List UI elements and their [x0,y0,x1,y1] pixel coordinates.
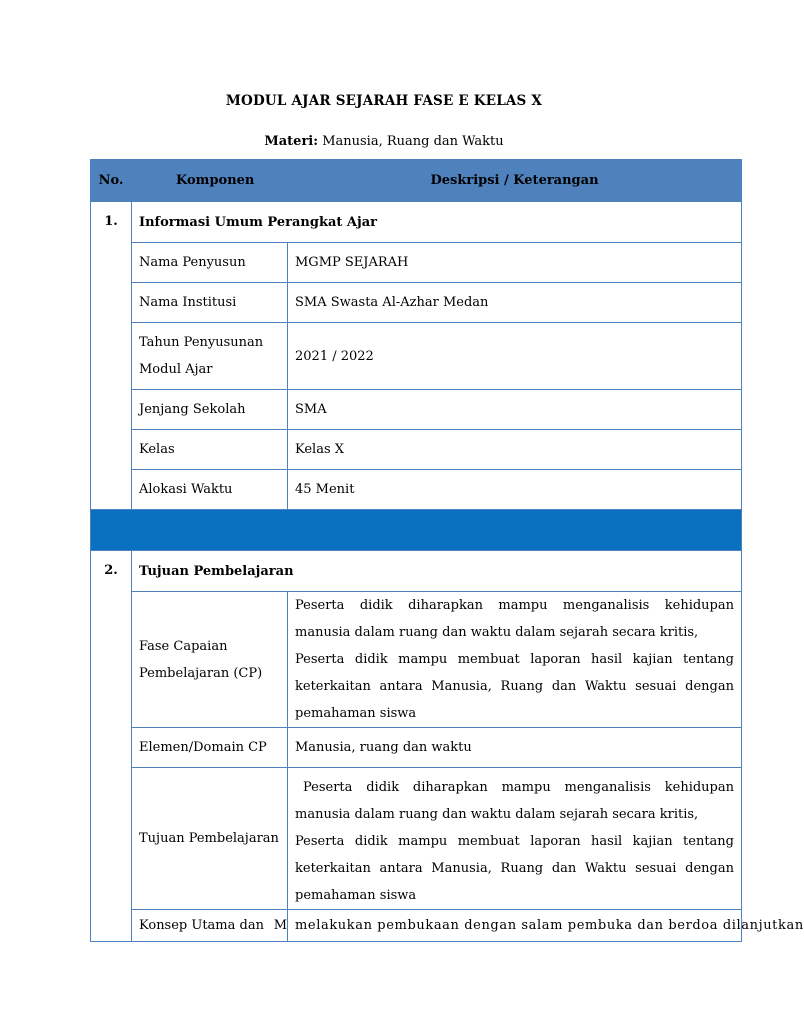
row-value: MGMP SEJARAH [288,243,742,283]
row-label: Nama Institusi [132,283,288,323]
row-value: 2021 / 2022 [288,323,742,390]
table-row [91,768,742,910]
row-value: Manusia, ruang dan waktu [288,728,742,768]
section-2-number: 2. [91,551,132,942]
cp-text-1: Peserta didik diharapkan mampu menganalisis kehidupan manusia dalam ruang dan waktu dalam sejarah secara kritis, [295,598,734,640]
section-2-title: Tujuan Pembelajaran [132,551,742,592]
table-row [91,592,742,728]
table-row [91,243,742,283]
konsep-label: Konsep Utama dan [139,918,264,933]
row-label: Fase Capaian Pembelajaran (CP) [132,592,288,728]
row-label: Tujuan Pembelajaran [132,768,288,910]
row-label: Jenjang Sekolah [132,390,288,430]
module-table [90,159,804,942]
section-1-title: Informasi Umum Perangkat Ajar [132,202,742,243]
table-row [91,728,742,768]
section-separator-bar [91,510,742,551]
table-row [91,323,742,390]
row-value: SMA Swasta Al-Azhar Medan [288,283,742,323]
table-row [91,283,742,323]
row-value [288,768,742,910]
row-label: Alokasi Waktu [132,470,288,510]
table-header-row [91,160,742,202]
row-label: Elemen/Domain CP [132,728,288,768]
row-label [132,910,288,942]
row-value: 45 Menit [288,470,742,510]
tp-text-2: Peserta didik mampu membuat laporan hasil kajian tentang keterkaitan antara Manusia, Ruang dan Waktu sesuai dengan pemahaman siswa [295,834,734,903]
materi-line [0,134,768,149]
section-2-title-row [91,551,742,592]
row-value [288,592,742,728]
row-label: Tahun Penyusunan Modul Ajar [132,323,288,390]
header-deskripsi: Deskripsi / Keterangan [288,160,742,202]
table-row [91,430,742,470]
table-row [91,910,742,942]
row-label: Nama Penyusun [132,243,288,283]
row-value: melakukan pembukaan dengan salam pembuka dan berdoa dilanjutkan [288,910,742,942]
header-komponen: Komponen [132,160,288,202]
document-title: MODUL AJAR SEJARAH FASE E KELAS X [225,93,543,109]
row-value: Kelas X [288,430,742,470]
section-1-title-row [91,202,742,243]
row-value: SMA [288,390,742,430]
header-no: No. [91,160,132,202]
tp-text-1: Peserta didik diharapkan mampu menganalisis kehidupan manusia dalam ruang dan waktu dalam sejarah secara kritis, [295,780,734,822]
cp-text-2: Peserta didik mampu membuat laporan hasil kajian tentang keterkaitan antara Manusia, Ruang dan Waktu sesuai dengan pemahaman siswa [295,652,734,721]
row-label: Kelas [132,430,288,470]
materi-value: Manusia, Ruang dan Waktu [322,134,504,149]
table-row [91,390,742,430]
konsep-overflow: M [273,918,287,933]
table-row [91,470,742,510]
section-1-number: 1. [91,202,132,510]
materi-label: Materi: [264,134,319,149]
